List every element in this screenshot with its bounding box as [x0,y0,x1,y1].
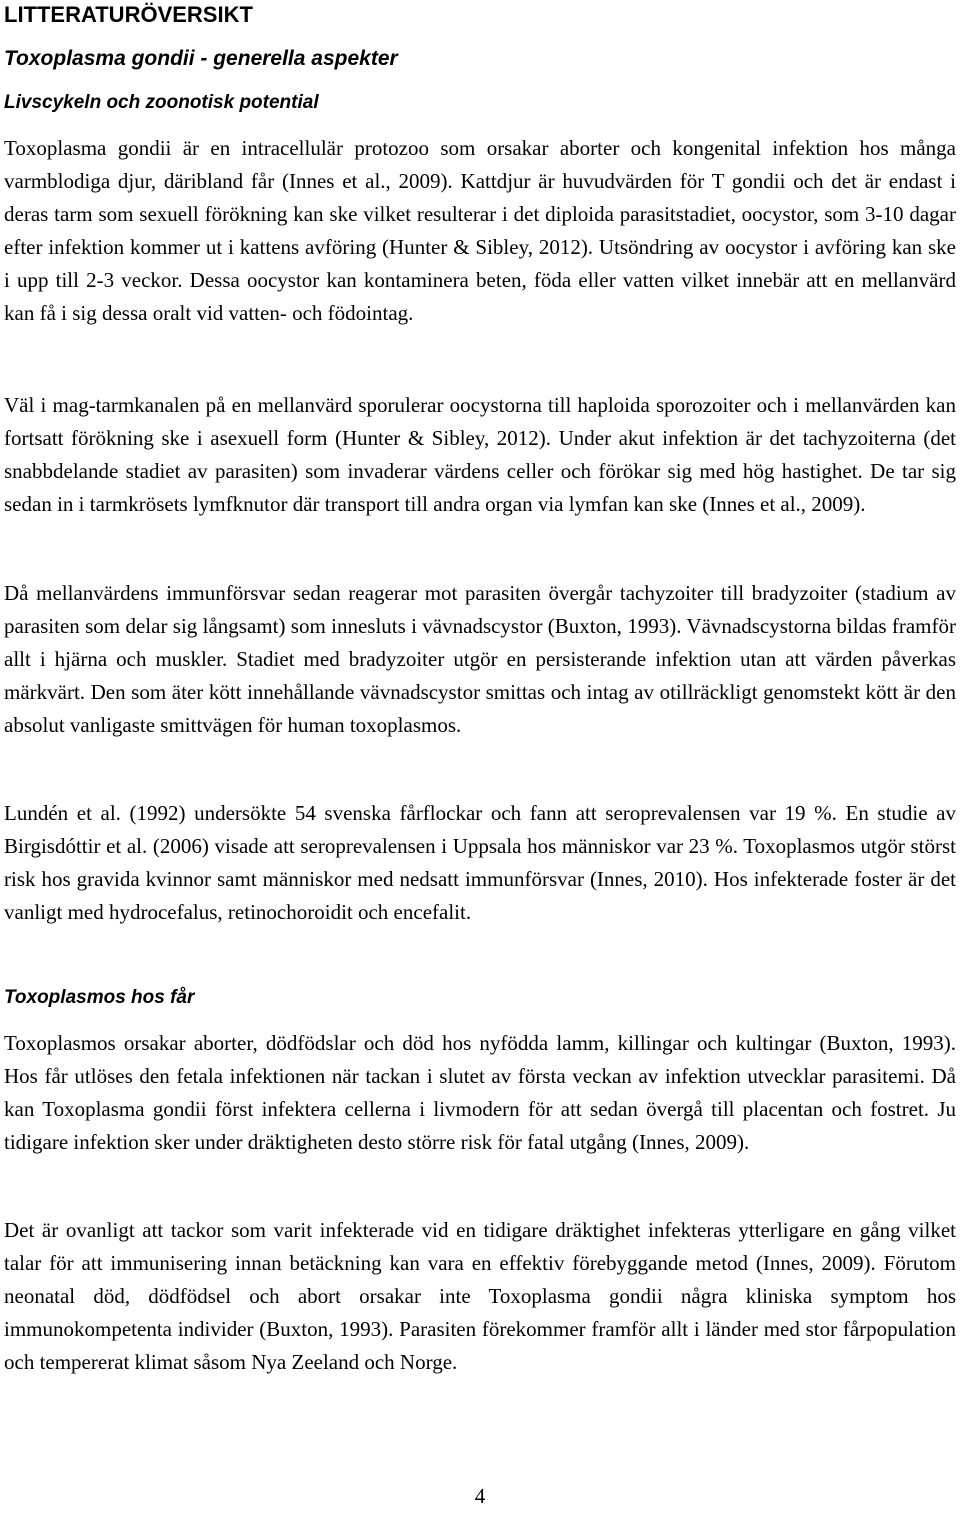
subsubsection-heading-sheep: Toxoplasmos hos får [4,987,195,1008]
paragraph-intermediate-host: Väl i mag-tarmkanalen på en mellanvärd sporulerar oocystorna till haploida sporozoiter och i mellanvärden kan fortsatt förökning ske i asexuell form (Hunter & Sibley, 2012). Under akut infektion är det tachyzoiterna (det snabbdelande stadiet av parasiten) som invaderar värdens celler och förökar sig med hög hastighet. De tar sig sedan in i tarmkrösets lymfknutor där transport till andra organ via lymfan kan ske (Innes et al., 2009). [4,393,956,516]
paragraph-immune-response: Då mellanvärdens immunförsvar sedan reagerar mot parasiten övergår tachyzoiter till bradyzoiter (stadium av parasiten som delar sig långsamt) som innesluts i vävnadscystor (Buxton, 1993). Vävnadscystorna bildas framför allt i hjärna och muskler. Stadiet med bradyzoiter utgör en persisterande infektion utan att värden påverkas märkvärt. Den som äter kött innehållande vävnadscystor smittas och intag av otillräckligt genomstekt kött är den absolut vanligaste smittvägen för human toxoplasmos. [4,581,956,737]
page-number: 4 [474,1484,486,1508]
subsection-heading: Toxoplasma gondii - generella aspekter [4,47,398,70]
paragraph-immunisation: Det är ovanligt att tackor som varit infekterade vid en tidigare dräktighet infekteras ytterligare en gång vilket talar för att immunisering innan betäckning kan vara en effektiv förebyggande metod (Innes, 2009). Förutom neonatal död, dödfödsel och abort orsakar inte Toxoplasma gondii några kliniska symptom hos immunokompetenta individer (Buxton, 1993). Parasiten förekommer framför allt i länder med stor fårpopulation och tempererat klimat såsom Nya Zeeland och Norge. [4,1218,956,1374]
paragraph-sheep-abortion: Toxoplasmos orsakar aborter, dödfödslar och död hos nyfödda lamm, killingar och kultingar (Buxton, 1993). Hos får utlöses den fetala infektionen när tackan i slutet av första veckan av infektion utvecklar parasitemi. Då kan Toxoplasma gondii först infektera cellerna i livmodern för att sedan övergå till placentan och fostret. Ju tidigare infektion sker under dräktigheten desto större risk för fatal utgång (Innes, 2009). [4,1031,956,1154]
section-heading: LITTERATURÖVERSIKT [4,2,253,27]
paragraph-intro: Toxoplasma gondii är en intracellulär protozoo som orsakar aborter och kongenital infektion hos många varmblodiga djur, däribland får (Innes et al., 2009). Kattdjur är huvudvärden för T gondii och det är endast i deras tarm som sexuell förökning kan ske vilket resulterar i det diploida parasitstadiet, oocystor, som 3-10 dagar efter infektion kommer ut i kattens avföring (Hunter & Sibley, 2012). Utsöndring av oocystor i avföring kan ske i upp till 2-3 veckor. Dessa oocystor kan kontaminera beten, föda eller vatten vilket innebär att en mellanvärd kan få i sig dessa oralt vid vatten- och födointag. [4,136,956,325]
paragraph-seroprevalence: Lundén et al. (1992) undersökte 54 svenska fårflockar och fann att seroprevalensen var 19 %. En studie av Birgisdóttir et al. (2006) visade att seroprevalensen i Uppsala hos människor var 23 %. Toxoplasmos utgör störst risk hos gravida kvinnor samt människor med nedsatt immunförsvar (Innes, 2010). Hos infekterade foster är det vanligt med hydrocefalus, retinochoroidit och encefalit. [4,801,956,924]
subsubsection-heading-lifecycle: Livscykeln och zoonotisk potential [4,92,319,113]
